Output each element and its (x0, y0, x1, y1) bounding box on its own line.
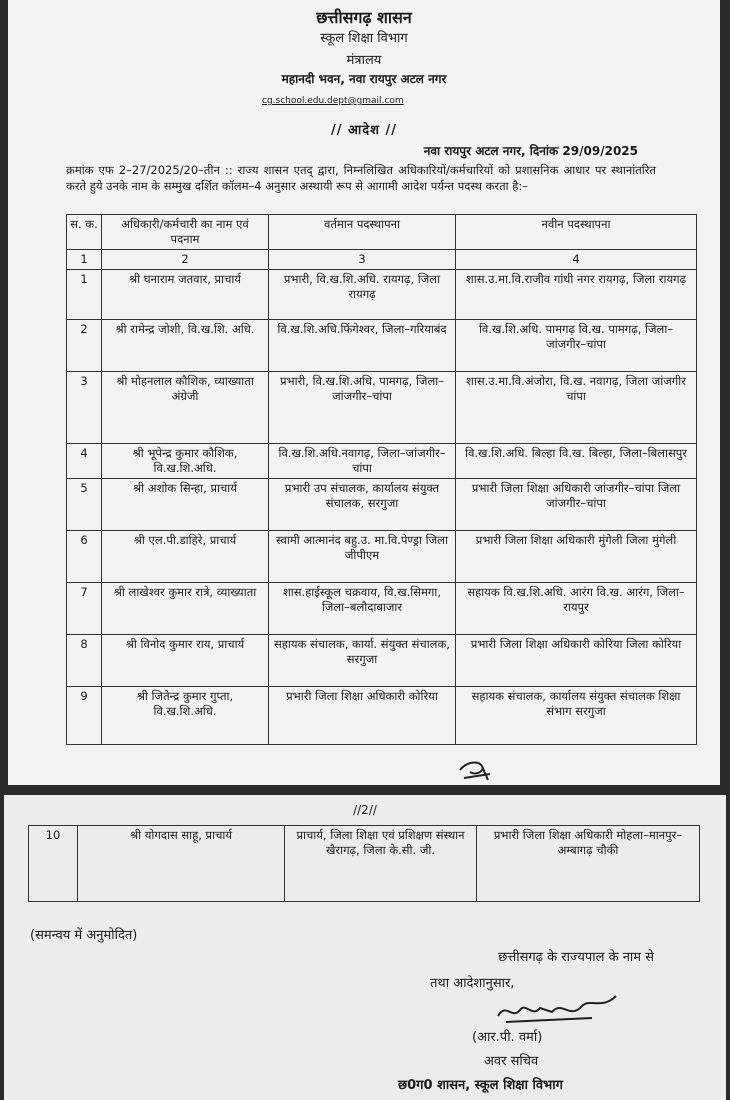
order-intro: क्रमांक एफ 2–27/2025/20–तीन :: राज्य शासन एतद् द्वारा, निम्नलिखित अधिकारियों/कर्मचारियों को प्रशासनिक आधार पर स्थानांतरित करते हुये उनके नाम के सम्मुख दर्शित कॉलम–4 अनुसार अस्थायी रूप से आगामी आदेश पर्यन्त पदस्थ करता है:– (66, 163, 656, 193)
cell-name: श्री भूपेन्द्र कुमार कौशिक, वि.ख.शि.अधि. (102, 444, 269, 479)
table-row (67, 635, 697, 687)
office-address: महानदी भवन, नवा रायपुर अटल नगर (281, 72, 447, 86)
cell-sno: 7 (67, 583, 102, 635)
cell-name: श्री घनाराम जतवार, प्राचार्य (102, 270, 269, 320)
cell-new-posting: सहायक वि.ख.शि.अधि. आरंग वि.ख. आरंग, जिला–रायपुर (456, 583, 697, 635)
cell-current-posting: स्वामी आत्मानंद बहु.उ. मा.वि.पेण्ड्रा जिला जीपीएम (269, 531, 456, 583)
cell-new-posting: प्रभारी जिला शिक्षा अधिकारी जांजगीर–चांपा जिला जांजगीर–चांपा (456, 479, 697, 531)
cell-name: श्री रामेन्द्र जोशी, वि.ख.शि. अधि. (102, 320, 269, 372)
cell-sno: 2 (67, 320, 102, 372)
col-header-sno: स. क. (67, 215, 102, 250)
governor-line-1: छत्तीसगढ़ के राज्यपाल के नाम से (498, 950, 654, 965)
cell-sno: 4 (67, 444, 102, 479)
ministry-name: मंत्रालय (346, 53, 382, 68)
table-row (67, 531, 697, 583)
col-header-name: अधिकारी/कर्मचारी का नाम एवं पदनाम (102, 215, 269, 250)
cell-sno: 8 (67, 635, 102, 687)
government-title: छत्तीसगढ़ शासन (316, 8, 412, 27)
cell-name: श्री अशोक सिन्हा, प्राचार्य (102, 479, 269, 531)
cell-sno: 5 (67, 479, 102, 531)
cell-current-posting: सहायक संचालक, कार्या. संयुक्त संचालक, सरगुजा (269, 635, 456, 687)
cell-name: श्री विनोद कुमार राय, प्राचार्य (102, 635, 269, 687)
department-name: स्कूल शिक्षा विभाग (320, 31, 408, 46)
cell-new-posting: वि.ख.शि.अधि. बिल्हा वि.ख. बिल्हा, जिला–बिलासपुर (456, 444, 697, 479)
col-header-new-posting: नवीन पदस्थापना (456, 215, 697, 250)
col-number: 4 (456, 250, 697, 270)
initials-signature-icon (456, 752, 496, 786)
col-header-current-posting: वर्तमान पदस्थापना (269, 215, 456, 250)
place-date: नवा रायपुर अटल नगर, दिनांक 29/09/2025 (423, 144, 638, 158)
cell-new-posting: सहायक संचालक, कार्यालय संयुक्त संचालक शिक्षा संभाग सरगुजा (456, 687, 697, 745)
page-number: //2// (353, 803, 377, 817)
cell-sno: 6 (67, 531, 102, 583)
cell-new-posting: प्रभारी जिला शिक्षा अधिकारी कोरिया जिला कोरिया (456, 635, 697, 687)
table-row (67, 479, 697, 531)
cell-current-posting: प्रभारी, वि.ख.शि.अधि. रायगढ़, जिला रायगढ़ (269, 270, 456, 320)
col-number: 2 (102, 250, 269, 270)
email-link[interactable]: cg.school.edu.dept@gmail.com (262, 96, 404, 106)
cell-new-posting: प्रभारी जिला शिक्षा अधिकारी मुंगेली जिला मुंगेली (456, 531, 697, 583)
signatory-name: (आर.पी. वर्मा) (472, 1030, 543, 1045)
table-row (67, 270, 697, 320)
col-number: 3 (269, 250, 456, 270)
order-page-1 (8, 0, 720, 785)
cell-sno: 1 (67, 270, 102, 320)
cell-name: श्री लाखेश्वर कुमार रात्रे, व्याख्याता (102, 583, 269, 635)
col-number: 1 (67, 250, 102, 270)
cell-sno: 3 (67, 372, 102, 444)
cell-new-posting: शास.उ.मा.वि.अंजोरा, वि.ख. नवागढ़, जिला जांजगीर चांपा (456, 372, 697, 444)
order-title: // आदेश // (330, 123, 398, 138)
cell-name: श्री एल.पी.डाहिरे, प्राचार्य (102, 531, 269, 583)
approval-note: (समन्वय में अनुमोदित) (30, 928, 138, 943)
cell-name: श्री योगदास साहू, प्राचार्य (78, 826, 285, 902)
table-row (67, 372, 697, 444)
cell-sno: 9 (67, 687, 102, 745)
table-row (67, 444, 697, 479)
cell-current-posting: प्रभारी उप संचालक, कार्यालय संयुक्त संचालक, सरगुजा (269, 479, 456, 531)
table-row (67, 687, 697, 745)
cell-new-posting: वि.ख.शि.अधि. पामगढ़ वि.ख. पामगढ़, जिला–जांजगीर–चांपा (456, 320, 697, 372)
signatory-designation: अवर सचिव (484, 1054, 539, 1069)
cell-current-posting: वि.ख.शि.अधि.फिंगेश्वर, जिला–गरियाबंद (269, 320, 456, 372)
cell-new-posting: प्रभारी जिला शिक्षा अधिकारी मोहला–मानपुर–अम्बागढ़ चौकी (477, 826, 700, 902)
cell-current-posting: शास.हाईस्कूल चक्रवाय, वि.ख.सिमगा, जिला–बलौदाबाजार (269, 583, 456, 635)
cell-current-posting: वि.ख.शि.अधि.नवागढ़, जिला–जांजगीर–चांपा (269, 444, 456, 479)
table-row (67, 320, 697, 372)
cell-current-posting: प्रभारी, वि.ख.शि.अधि. पामगढ़, जिला–जांजगीर–चांपा (269, 372, 456, 444)
cell-current-posting: प्राचार्य, जिला शिक्षा एवं प्रशिक्षण संस्थान खैरागढ़, जिला के.सी. जी. (285, 826, 477, 902)
table-row (29, 826, 700, 902)
signature-icon (492, 990, 622, 1030)
cell-new-posting: शास.उ.मा.वि.राजीव गांधी नगर रायगढ़, जिला रायगढ़ (456, 270, 697, 320)
governor-line-2: तथा आदेशानुसार, (430, 976, 515, 991)
cell-name: श्री जितेन्द्र कुमार गुप्ता, वि.ख.शि.अधि. (102, 687, 269, 745)
signatory-department: छ0ग0 शासन, स्कूल शिक्षा विभाग (398, 1078, 563, 1093)
column-number-row (67, 250, 697, 270)
table-header-row (67, 215, 697, 250)
order-page-2 (4, 795, 726, 1100)
cell-name: श्री मोहनलाल कौशिक, व्याख्याता अंग्रेजी (102, 372, 269, 444)
transfer-table (66, 214, 697, 745)
table-row (67, 583, 697, 635)
cell-sno: 10 (29, 826, 78, 902)
transfer-table-continued (28, 825, 700, 902)
cell-current-posting: प्रभारी जिला शिक्षा अधिकारी कोरिया (269, 687, 456, 745)
